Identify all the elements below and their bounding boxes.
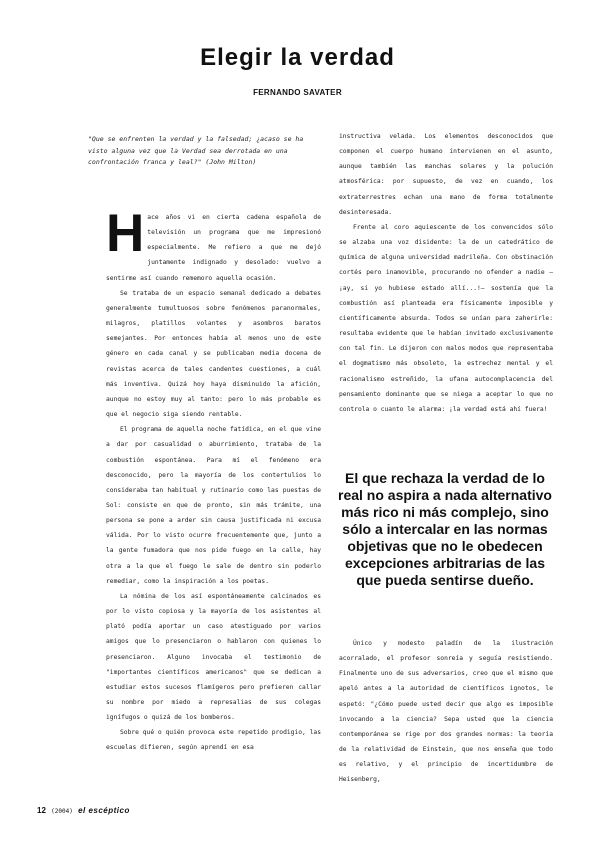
- magazine-name: el escéptico: [78, 806, 130, 815]
- drop-cap: H: [106, 204, 145, 263]
- first-paragraph: [106, 204, 321, 286]
- body-paragraph: El programa de aquella noche fatídica, en el que vine a dar por casualidad o aburrimiento, trataba de la combustión espontánea. Para mí el fenómeno era desconocido, pero la mayoría de los contertulios lo consideraba tan habitual y rutinario como las puestas de Sol: consiste en que de pronto, sin más trámite, una persona se pone a arder sin causa justificada ni excusa válida. Por lo visto ocurre frecuentemente que, junto a la gente fumadora que nos pide fuego en la calle, hay otra a la que el fuego le sale de dentro sin poderlo remediar, como la inspiración a los poetas.: [106, 426, 321, 585]
- body-paragraph: Único y modesto paladín de la ilustración acorralado, el profesor sonreía y seguía resistiendo. Finalmente uno de sus adversarios, creo que el mismo que apeló antes a la autoridad de científicos ignotos, le espetó: "¿Cómo puede usted decir que algo es imposible invocando a la ciencia? Sepa usted que la ciencia contemporánea se rige por dos grandes normas: la teoría de la relatividad de Einstein, que nos enseña que todo es relativo, y el principio de incertidumbre de Heisenberg,: [339, 640, 553, 784]
- body-paragraph: Sobre qué o quién provoca este repetido prodigio, las escuelas difieren, según aprendí en esa: [106, 729, 321, 752]
- body-paragraph: La nómina de los así espontáneamente calcinados es por lo visto copiosa y la mayoría de los asistentes al plató podía aportar un caso atestiguado por varios amigos que lo presenciaron o hablaron con quienes lo presenciaron. Alguno invocaba el testimonio de "importantes científicos americanos" que se dedican a estudiar estos sucesos flamígeros pero prefieren callar su nombre por miedo a represalias de sus colegas ignífugos o quizá de los bomberos.: [106, 592, 321, 722]
- first-paragraph-text: ace años vi en cierta cadena española de televisión un programa que me impresionó especialmente. Me refiero a que me dejó juntamente indignado y desolado: vuelvo a sentirme así cuando rememoro aquella ocasión.: [106, 214, 321, 282]
- pull-quote: El que rechaza la verdad de lo real no aspira a nada alternativo más rico ni más complejo, sino sólo a intercalar en las normas objetivas que no le obedecen excepciones arbitrarias de las que pueda sentirse dueño.: [338, 470, 552, 588]
- body-paragraph: Se trataba de un espacio semanal dedicado a debates generalmente tumultuosos sobre fenómenos paranormales, milagros, platillos volantes y asombros baratos semejantes. Por entonces había al menos uno de este género en cada canal y se publicaban media docena de revistas acerca de tales candentes cuestiones, a cuál más inventiva. Quizá hoy haya disminuido la afición, aunque no estoy muy al tanto: pero lo más probable es que el negocio siga siendo rentable.: [106, 289, 321, 419]
- body-paragraph: instructiva velada. Los elementos desconocidos que componen el cuerpo humano intervienen en el asunto, aunque también las manchas solares y la polución atmosférica: por supuesto, de vez en cuando, los extraterrestres echan una mano de forma totalmente desinteresada.: [339, 133, 553, 216]
- article-title: Elegir la verdad: [200, 44, 395, 71]
- left-column: [106, 204, 321, 756]
- epigraph-quote: "Que se enfrenten la verdad y la falsedad; ¿acaso se ha visto alguna vez que la Verdad sea derrotada en una confrontación franca y leal?" (John Milton): [88, 135, 304, 166]
- body-paragraph: Frente al coro aquiescente de los convencidos sólo se alzaba una voz disidente: la de un catedrático de química de alguna universidad madrileña. Con obstinación cortés pero inamovible, procurando no ofender a nadie —¡ay, si yo hubiese estado allí...!— sostenía que la combustión así planteada era físicamente imposible y científicamente absurda. Todos se unían para zaherirle: resultaba evidente que le habían invitado exclusivamente con tal fin. Le dijeron con malos modos que representaba el dogmatismo más obsoleto, la estrechez mental y el racionalismo estreñido, la ufana autocomplacencia del pensamiento dominante que se niega a aceptar lo que no controla o cuanto le alarma: ¡la verdad está ahí fuera!: [339, 223, 553, 413]
- page-number: 12: [37, 806, 46, 815]
- author-name: FERNANDO SAVATER: [253, 88, 342, 97]
- right-column-bottom: [339, 636, 553, 788]
- issue-year: (2004): [51, 808, 73, 815]
- page-footer: [37, 806, 130, 815]
- right-column-top: [339, 129, 553, 417]
